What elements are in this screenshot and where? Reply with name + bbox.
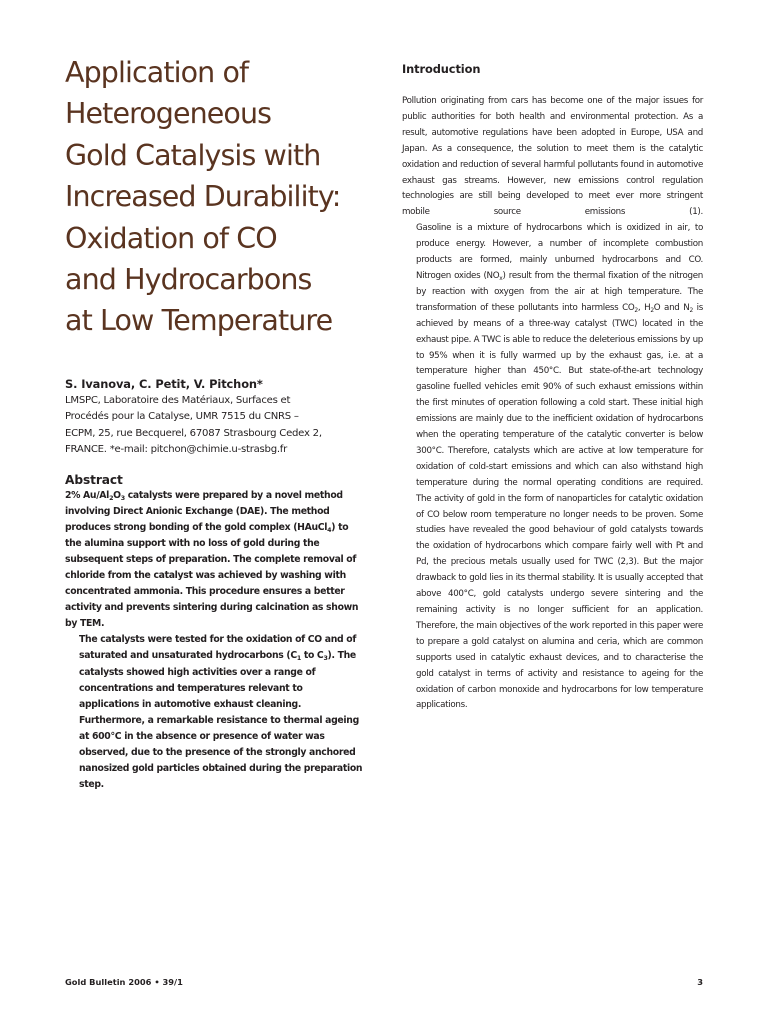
abstract-body bbox=[65, 488, 365, 793]
page-number: 3 bbox=[697, 977, 703, 987]
affiliation: LMSPC, Laboratoire des Matériaux, Surfaces et Procédés pour la Catalyse, UMR 7515 du CNRS – ECPM, 25, rue Becquerel, 67087 Strasbourg Cedex 2, FRANCE. *e-mail: pitchon@chimie.u-strasbg.fr bbox=[65, 395, 322, 456]
abstract-heading: Abstract bbox=[65, 473, 123, 487]
author-list: S. Ivanova, C. Petit, V. Pitchon* bbox=[65, 377, 263, 391]
introduction-paragraph: The activity of gold in the form of nanoparticles for catalytic oxidation of CO below room temperature no longer needs to be proven. Some studies have revealed the good behaviour of gold catalysts towards the oxidation of hydrocarbons which compare fairly well with Pt and Pd, the precious metals usually used for TWC (2,3). But the major drawback to gold lies in its thermal stability. It is usually accepted that above 400°C, gold catalysts undergo severe sintering and the remaining activity is no longer sufficient for an application. bbox=[416, 493, 703, 615]
article-title: Application of Heterogeneous Gold Catalysis with Increased Durability: Oxidation of CO and Hydrocarbons at Low Temperature bbox=[65, 56, 341, 338]
introduction-paragraph: Pollution originating from cars has become one of the major issues for public authorities for both health and environmental protection. As a result, automotive regulations have been adopted in Europe, USA and Japan. As a consequence, the solution to meet them is the catalytic oxidation and reduction of several harmful pollutants found in automotive exhaust gas streams. However, new emissions control regulation technologies are still being developed to meet ever more stringent mobile source emissions (1). bbox=[402, 96, 703, 218]
introduction-heading: Introduction bbox=[402, 62, 481, 76]
journal-citation: Gold Bulletin 2006 • 39/1 bbox=[65, 977, 183, 987]
introduction-paragraph: Therefore, the main objectives of the work reported in this paper were to prepare a gold catalyst on alumina and ceria, which are common supports used in catalytic exhaust devices, and to characterise the gold catalyst in terms of activity and resistance to ageing for the oxidation of carbon monoxide and hydrocarbons for low temperature applications. bbox=[416, 620, 703, 711]
introduction-body bbox=[402, 94, 703, 714]
introduction-paragraph: Gasoline is a mixture of hydrocarbons which is oxidized in air, to produce energy. However, a number of incomplete combustion products are formed, mainly unburned hydrocarbons and CO. Nitrogen oxides $(NO_x)$ result from the thermal fixation of the nitrogen by reaction with oxygen from the air at high temperature. The transformation of these pollutants into harmless $CO_2$, $H_2O$ and $N_2$ is achieved by means of a three-way catalyst (TWC) located in the exhaust pipe. A TWC is able to reduce the deleterious emissions by up to 95% when it is fully warmed up by the exhaust gas, i.e. at a temperature higher than 450°C. But state-of-the-art technology gasoline fuelled vehicles emit 90% of such exhaust emissions within the first minutes of operation following a cold start. These initial high emissions are mainly due to the inefficient oxidation of hydrocarbons when the operating temperature of the catalytic converter is below 300°C. Therefore, catalysts which are active at low temperature for oxidation of cold-start emissions and which can also withstand high temperature during the normal operating conditions are required. bbox=[416, 223, 704, 488]
abstract-paragraph: The catalysts were tested for the oxidation of CO and of saturated and unsaturated hydrocarbons ($C_1$ to $C_3$). The catalysts showed high activities over a range of concentrations and temperatures relevant to applications in automotive exhaust cleaning. Furthermore, a remarkable resistance to thermal ageing at 600°C in the absence or presence of water was observed, due to the presence of the strongly anchored nanosized gold particles obtained during the preparation step. bbox=[79, 634, 363, 790]
abstract-paragraph: 2% $Au/Al_2O_3$ catalysts were prepared by a novel method involving Direct Anionic Exchange (DAE). The method produces strong bonding of the gold complex (HAuCl$_4$) to the alumina support with no loss of gold during the subsequent steps of preparation. The complete removal of chloride from the catalyst was achieved by washing with concentrated ammonia. This procedure ensures a better activity and prevents sintering during calcination as shown by TEM. bbox=[65, 490, 359, 630]
